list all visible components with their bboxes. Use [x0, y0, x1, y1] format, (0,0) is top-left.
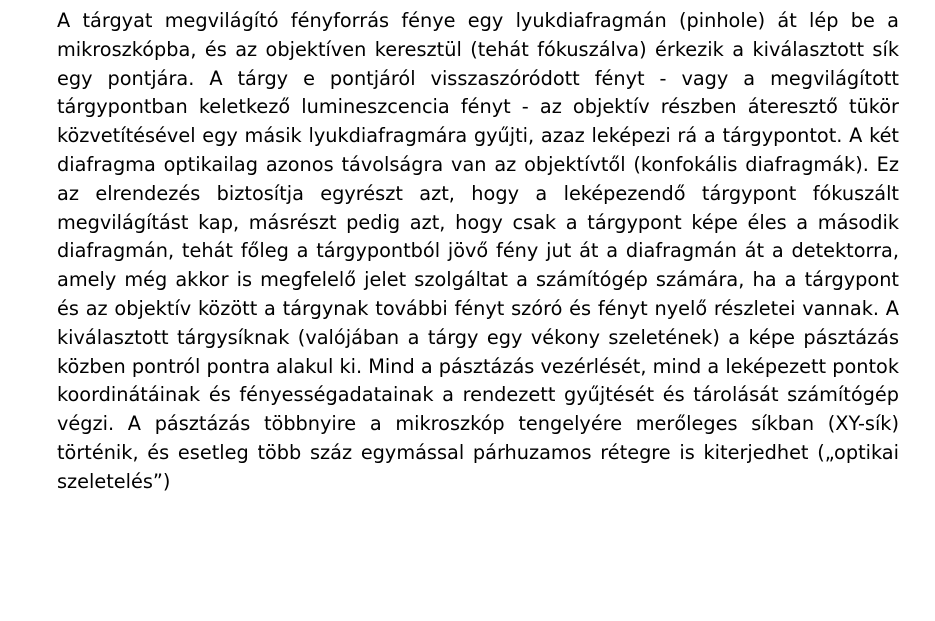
body-paragraph: A tárgyat megvilágító fényforrás fénye egy lyukdiafragmán (pinhole) át lép be a mikroszkópba, és az objektíven keresztül (tehát fókuszálva) érkezik a kiválasztott sík egy pontjára. A tárgy e pontjáról visszaszóródott fényt - vagy a megvilágított tárgypontban keletkező lumineszcencia fényt - az objektív részben áteresztő tükör közvetítésével egy másik lyukdiafragmára gyűjti, azaz leképezi rá a tárgypontot. A két diafragma optikailag azonos távolságra van az objektívtől (konfokális diafragmák). Ez az elrendezés biztosítja egyrészt azt, hogy a leképezendő tárgypont fókuszált megvilágítást kap, másrészt pedig azt, hogy csak a tárgypont képe éles a második diafragmán, tehát főleg a tárgypontból jövő fény jut át a diafragmán át a detektorra, amely még akkor is megfelelő jelet szolgáltat a számítógép számára, ha a tárgypont és az objektív között a tárgynak további fényt szóró és fényt nyelő részletei vannak. A kiválasztott tárgysíknak (valójában a tárgy egy vékony szeletének) a képe pásztázás közben pontról pontra alakul ki. Mind a pásztázás vezérlését, mind a leképezett pontok koordinátáinak és fényességadatainak a rendezett gyűjtését és tárolását számítógép végzi. A pásztázás többnyire a mikroszkóp tengelyére merőleges síkban (XY-sík) történik, és esetleg több száz egymással párhuzamos rétegre is kiterjedhet („optikai szeletelés”) — [57, 9, 899, 493]
